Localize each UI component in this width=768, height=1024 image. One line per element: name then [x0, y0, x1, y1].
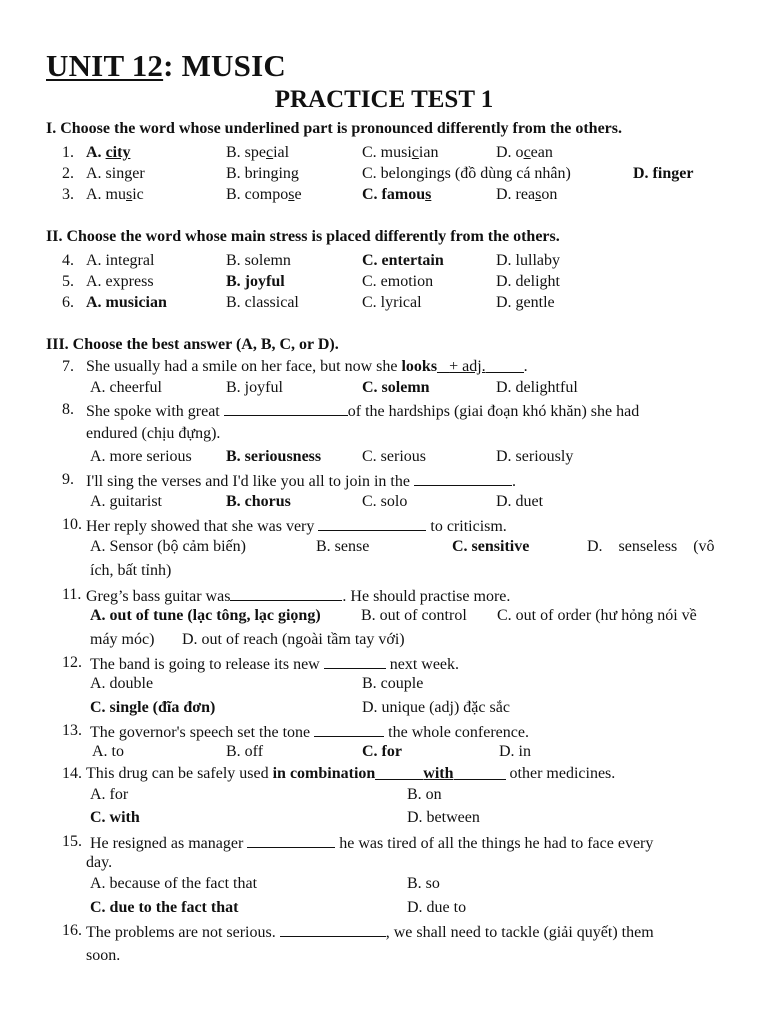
q14-stem-post: other medicines. — [505, 765, 616, 782]
q15-stem-pre: He resigned as manager — [90, 835, 248, 852]
q9-blank — [414, 471, 512, 486]
q1-d-post: ean — [530, 144, 553, 161]
question-12-options-row2 — [0, 699, 768, 719]
question-10-stem — [0, 516, 768, 536]
q3-d-pre: D. rea — [496, 186, 536, 203]
q16-stem-line2: soon. — [86, 947, 121, 964]
q7-option-b: B. joyful — [226, 379, 283, 396]
q13-blank — [314, 722, 384, 737]
q5-option-a: A. express — [86, 273, 154, 290]
q4-option-a: A. integral — [86, 252, 155, 269]
q11-option-b: B. out of control — [361, 607, 467, 624]
question-8-options — [0, 448, 768, 468]
q12-option-d: D. unique (adj) đặc sắc — [362, 699, 510, 716]
q11-option-c: C. out of order (hư hỏng nói về — [497, 607, 697, 624]
q8-option-c: C. serious — [362, 448, 426, 465]
q10-blank — [318, 516, 426, 531]
q12-option-b: B. couple — [362, 675, 424, 692]
q2-c-underlined: g — [436, 165, 445, 182]
q2-d-underlined: g — [671, 165, 680, 182]
q1-c-post: ian — [418, 144, 439, 161]
q1-b-pre: B. spe — [226, 144, 266, 161]
q1-a-prefix: A. — [86, 144, 106, 161]
q1-c-pre: C. musi — [362, 144, 412, 161]
question-11-options — [0, 607, 768, 627]
q8-option-b: B. seriousness — [226, 448, 322, 465]
q6-option-d: D. gentle — [496, 294, 555, 311]
q1-option-a — [86, 144, 130, 162]
q9-option-a: A. guitarist — [90, 493, 162, 510]
question-12-options-row1 — [0, 675, 768, 695]
q7-number: 7. — [62, 358, 74, 375]
q3-option-b — [226, 186, 302, 204]
q11-stem — [86, 586, 510, 606]
q13-option-d: D. in — [499, 743, 531, 760]
q12-stem — [90, 654, 459, 674]
question-13-options — [0, 743, 768, 763]
q3-d-post: on — [541, 186, 558, 203]
q7-blank-hint: + adj. — [449, 358, 486, 375]
q9-option-b: B. chorus — [226, 493, 291, 510]
q7-blank-lead — [437, 358, 449, 373]
q2-d-pre: D. fin — [633, 165, 672, 182]
question-3 — [0, 186, 768, 206]
q2-option-c — [362, 165, 571, 183]
q14-option-d: D. between — [407, 809, 480, 826]
question-10-options-line2 — [0, 562, 768, 582]
q4-number: 4. — [62, 252, 74, 269]
q2-a-post: er — [132, 165, 145, 182]
question-10-options — [0, 538, 768, 558]
section-3-heading: III. Choose the best answer (A, B, C, or D). — [46, 336, 339, 353]
q15-stem-line2: day. — [86, 854, 113, 871]
question-11-stem — [0, 586, 768, 606]
section-1-heading: I. Choose the word whose underlined part is pronounced differently from the others. — [46, 120, 623, 137]
q16-blank — [280, 922, 386, 937]
q3-number: 3. — [62, 186, 74, 203]
q10-option-d: D. senseless (vô — [587, 538, 715, 555]
q16-stem — [86, 922, 654, 942]
q12-option-a: A. double — [90, 675, 154, 692]
question-5 — [0, 273, 768, 293]
q8-option-d: D. seriously — [496, 448, 574, 465]
q1-b-post: ial — [273, 144, 290, 161]
unit-colon: : — [163, 48, 174, 83]
q2-option-d — [633, 165, 693, 183]
q9-number: 9. — [62, 471, 74, 488]
q2-b-post: ing — [278, 165, 299, 182]
q3-option-c — [362, 186, 431, 204]
unit-topic: MUSIC — [181, 48, 286, 83]
q15-blank — [247, 833, 335, 848]
q5-option-d: D. delight — [496, 273, 560, 290]
q1-number: 1. — [62, 144, 74, 161]
q12-blank — [324, 654, 386, 669]
q12-stem-pre: The band is going to release its new — [90, 656, 324, 673]
q10-number: 10. — [62, 516, 82, 533]
q3-b-underlined: s — [288, 186, 295, 203]
q2-a-pre: A. sin — [86, 165, 125, 182]
q12-number: 12. — [62, 654, 82, 671]
question-2 — [0, 165, 768, 185]
q3-option-a — [86, 186, 144, 204]
question-15-options-row1 — [0, 875, 768, 895]
question-7-stem — [0, 358, 768, 378]
q6-option-a: A. musician — [86, 294, 167, 311]
q14-blank-trail — [454, 765, 506, 780]
q13-stem-pre: The governor's speech set the tone — [90, 724, 315, 741]
question-8-stem-line2 — [0, 425, 768, 445]
q10-option-b: B. sense — [316, 538, 370, 555]
q8-stem-pre: She spoke with great — [86, 403, 224, 420]
q14-option-b: B. on — [407, 786, 442, 803]
test-title: PRACTICE TEST 1 — [274, 86, 494, 113]
q10-stem-post: to criticism. — [426, 518, 507, 535]
q1-option-d — [496, 144, 553, 162]
q1-b-underlined: c — [266, 144, 274, 161]
question-15-stem-line2 — [0, 854, 768, 874]
q13-number: 13. — [62, 722, 82, 739]
question-14-options-row2 — [0, 809, 768, 829]
q11-stem-post: . He should practise more. — [342, 588, 511, 605]
question-13-stem — [0, 722, 768, 742]
q16-stem-post: , we shall need to tackle (giải quyết) them — [385, 924, 654, 941]
q14-blank-answer: with — [423, 765, 454, 782]
question-14-options-row1 — [0, 786, 768, 806]
q8-stem-line2: endured (chịu đựng). — [86, 425, 221, 442]
q3-a-underlined: s — [126, 186, 133, 203]
q10-option-c: C. sensitive — [452, 538, 530, 555]
unit-heading — [46, 48, 286, 84]
q14-option-c: C. with — [90, 809, 140, 826]
q11-stem-pre: Greg’s bass guitar was — [86, 588, 231, 605]
q14-stem-bold: in combination — [272, 765, 376, 782]
q9-stem-post: . — [511, 473, 516, 490]
q7-option-a: A. cheerful — [90, 379, 162, 396]
q9-option-d: D. duet — [496, 493, 544, 510]
q6-option-b: B. classical — [226, 294, 299, 311]
q2-option-a — [86, 165, 145, 183]
q1-d-pre: D. o — [496, 144, 524, 161]
question-12-stem — [0, 654, 768, 674]
q4-option-b: B. solemn — [226, 252, 291, 269]
q10-stem — [86, 516, 507, 536]
q8-option-a: A. more serious — [90, 448, 192, 465]
q5-option-c: C. emotion — [362, 273, 434, 290]
question-9-stem — [0, 471, 768, 491]
q2-c-pre: C. belongin — [362, 165, 437, 182]
q3-b-pre: B. compo — [226, 186, 289, 203]
question-16-stem-line2 — [0, 947, 768, 967]
q13-option-a: A. to — [92, 743, 124, 760]
question-16-stem — [0, 922, 768, 942]
question-6 — [0, 294, 768, 314]
q16-stem-pre: The problems are not serious. — [86, 924, 280, 941]
q11-option-d: D. out of reach (ngoài tầm tay với) — [182, 631, 405, 648]
question-15-stem — [0, 833, 768, 853]
q11-number: 11. — [62, 586, 82, 603]
q7-stem-bold: looks — [401, 358, 438, 375]
q15-option-c: C. due to the fact that — [90, 899, 239, 916]
q5-option-b: B. joyful — [226, 273, 285, 290]
q15-option-a: A. because of the fact that — [90, 875, 258, 892]
q1-a-word: city — [105, 144, 131, 161]
q1-c-underlined: c — [411, 144, 419, 161]
q8-stem-post: of the hardships (giai đoạn khó khăn) she had — [347, 403, 640, 420]
q15-number: 15. — [62, 833, 82, 850]
q3-c-pre: C. famou — [362, 186, 426, 203]
question-4 — [0, 252, 768, 272]
q15-stem — [90, 833, 653, 853]
q2-d-post: er — [679, 165, 694, 182]
q14-number: 14. — [62, 765, 82, 782]
q2-c-post: s (đồ dùng cá nhân) — [444, 165, 571, 182]
q9-stem — [86, 471, 516, 491]
q13-stem-post: the whole conference. — [384, 724, 529, 741]
q11-blank — [230, 586, 342, 601]
q2-b-pre: B. brin — [226, 165, 271, 182]
q2-option-b — [226, 165, 299, 183]
q7-stem-pre: She usually had a smile on her face, but now she — [86, 358, 402, 375]
q11-option-c-line2: máy móc) — [90, 631, 155, 648]
q12-stem-post: next week. — [385, 656, 460, 673]
q9-option-c: C. solo — [362, 493, 408, 510]
q7-blank-trail — [486, 358, 524, 373]
q3-d-underlined: s — [535, 186, 542, 203]
q4-option-c: C. entertain — [362, 252, 444, 269]
q3-option-d — [496, 186, 557, 204]
q14-blank-lead — [375, 765, 423, 780]
q14-option-a: A. for — [90, 786, 129, 803]
q13-option-b: B. off — [226, 743, 264, 760]
q9-stem-pre: I'll sing the verses and I'd like you all to join in the — [86, 473, 414, 490]
q14-stem-pre: This drug can be safely used — [86, 765, 273, 782]
q13-stem — [90, 722, 529, 742]
q15-stem-post: he was tired of all the things he had to face every — [335, 835, 654, 852]
q3-a-post: ic — [132, 186, 144, 203]
question-7-options — [0, 379, 768, 399]
q2-a-underlined: g — [124, 165, 133, 182]
q1-d-underlined: c — [523, 144, 531, 161]
q4-option-d: D. lullaby — [496, 252, 560, 269]
q6-number: 6. — [62, 294, 74, 311]
q13-option-c: C. for — [362, 743, 402, 760]
unit-label: UNIT 12 — [46, 48, 164, 83]
q2-b-underlined: g — [270, 165, 279, 182]
q8-blank — [224, 401, 348, 416]
q3-a-pre: A. mu — [86, 186, 126, 203]
question-14-stem — [0, 765, 768, 785]
q6-option-c: C. lyrical — [362, 294, 422, 311]
q10-option-d-line2: ích, bất tỉnh) — [90, 562, 172, 579]
q15-option-d: D. due to — [407, 899, 467, 916]
q1-option-c — [362, 144, 438, 162]
q2-number: 2. — [62, 165, 74, 182]
question-9-options — [0, 493, 768, 513]
q8-stem — [86, 401, 639, 421]
q7-stem-post: . — [523, 358, 528, 375]
q1-option-b — [226, 144, 289, 162]
q7-option-c: C. solemn — [362, 379, 430, 396]
q10-stem-pre: Her reply showed that she was very — [86, 518, 319, 535]
q3-b-post: e — [294, 186, 302, 203]
q10-option-a: A. Sensor (bộ cảm biến) — [90, 538, 246, 555]
q7-option-d: D. delightful — [496, 379, 578, 396]
q8-number: 8. — [62, 401, 74, 418]
q5-number: 5. — [62, 273, 74, 290]
q14-stem — [86, 765, 615, 783]
question-8-stem — [0, 401, 768, 421]
section-2-heading: II. Choose the word whose main stress is placed differently from the others. — [46, 228, 560, 245]
q16-number: 16. — [62, 922, 82, 939]
q3-c-underlined: s — [425, 186, 432, 203]
question-15-options-row2 — [0, 899, 768, 919]
q15-option-b: B. so — [407, 875, 440, 892]
q7-stem — [86, 358, 528, 376]
q12-option-c: C. single (đĩa đơn) — [90, 699, 216, 716]
q11-option-a: A. out of tune (lạc tông, lạc giọng) — [90, 607, 321, 624]
question-1 — [0, 144, 768, 164]
question-11-options-line2 — [0, 631, 768, 651]
